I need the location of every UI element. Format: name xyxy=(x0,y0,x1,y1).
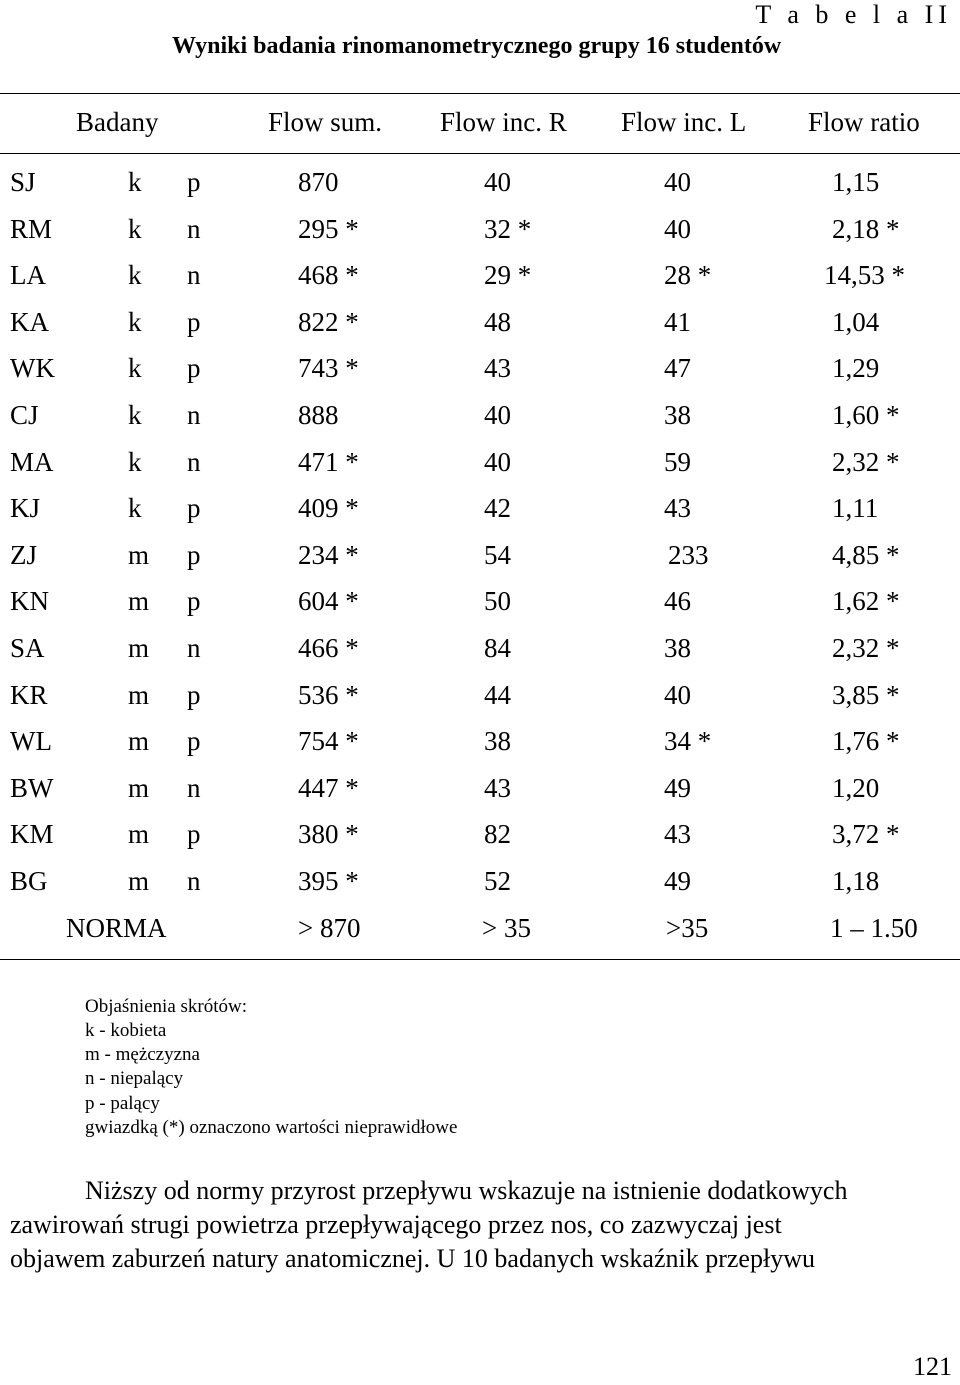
cell-smoker: n xyxy=(187,447,201,477)
cell-sex: k xyxy=(128,260,142,290)
cell-flow-inc-r: 29 * xyxy=(484,260,532,290)
cell-flow-sum: 743 * xyxy=(298,353,359,383)
norma-flow-inc-l: >35 xyxy=(666,913,709,943)
cell-smoker: n xyxy=(187,214,201,244)
cell-flow-sum: 468 * xyxy=(298,260,359,290)
cell-sex: k xyxy=(128,167,142,197)
cell-subject-id: KN xyxy=(10,586,49,616)
cell-flow-sum: 409 * xyxy=(298,493,359,523)
cell-subject-id: WK xyxy=(10,353,55,383)
cell-flow-ratio: 4,85 * xyxy=(832,540,900,570)
cell-flow-sum: 471 * xyxy=(298,447,359,477)
paragraph-line: Niższy od normy przyrost przepływu wskazuje na istnienie dodatkowych xyxy=(85,1176,848,1205)
cell-flow-sum: 380 * xyxy=(298,819,359,849)
cell-smoker: n xyxy=(187,633,201,663)
cell-flow-inc-r: 44 xyxy=(484,680,511,710)
cell-subject-id: RM xyxy=(10,214,53,244)
norma-flow-inc-r: > 35 xyxy=(482,913,531,943)
norma-flow-sum: > 870 xyxy=(298,913,361,943)
legend-item: p - palący xyxy=(85,1093,160,1114)
cell-flow-inc-r: 40 xyxy=(484,447,511,477)
table-top-rule xyxy=(0,93,960,94)
cell-flow-inc-r: 40 xyxy=(484,167,511,197)
cell-flow-inc-r: 43 xyxy=(484,353,511,383)
cell-flow-ratio: 1,18 xyxy=(832,866,880,896)
cell-flow-ratio: 2,32 * xyxy=(832,633,900,663)
cell-sex: k xyxy=(128,493,142,523)
cell-flow-sum: 888 xyxy=(298,400,339,430)
cell-sex: k xyxy=(128,400,142,430)
cell-flow-inc-r: 48 xyxy=(484,307,511,337)
cell-subject-id: KM xyxy=(10,819,54,849)
cell-flow-sum: 604 * xyxy=(298,586,359,616)
cell-flow-inc-l: 49 xyxy=(664,866,691,896)
cell-flow-inc-r: 40 xyxy=(484,400,511,430)
cell-smoker: p xyxy=(187,493,201,523)
cell-smoker: n xyxy=(187,773,201,803)
cell-flow-ratio: 1,04 xyxy=(832,307,880,337)
cell-flow-ratio: 2,32 * xyxy=(832,447,900,477)
cell-flow-ratio: 14,53 * xyxy=(824,260,905,290)
column-header-badany: Badany xyxy=(76,107,159,137)
cell-sex: m xyxy=(128,586,150,616)
legend-item: k - kobieta xyxy=(85,1020,167,1041)
cell-flow-inc-l: 38 xyxy=(664,633,691,663)
cell-smoker: p xyxy=(187,540,201,570)
cell-subject-id: ZJ xyxy=(10,540,37,570)
cell-smoker: p xyxy=(187,819,201,849)
cell-flow-inc-r: 82 xyxy=(484,819,511,849)
cell-subject-id: KR xyxy=(10,680,48,710)
cell-sex: k xyxy=(128,214,142,244)
cell-flow-ratio: 3,85 * xyxy=(832,680,900,710)
table-title: Wyniki badania rinomanometrycznego grupy 16 studentów xyxy=(172,33,782,59)
cell-subject-id: BW xyxy=(10,773,54,803)
cell-flow-ratio: 1,62 * xyxy=(832,586,900,616)
cell-flow-sum: 234 * xyxy=(298,540,359,570)
cell-subject-id: BG xyxy=(10,866,48,896)
cell-smoker: n xyxy=(187,260,201,290)
cell-sex: m xyxy=(128,633,150,663)
cell-flow-ratio: 3,72 * xyxy=(832,819,900,849)
cell-flow-inc-l: 40 xyxy=(664,680,691,710)
cell-sex: m xyxy=(128,866,150,896)
cell-smoker: p xyxy=(187,726,201,756)
cell-sex: m xyxy=(128,773,150,803)
cell-smoker: n xyxy=(187,866,201,896)
cell-flow-inc-l: 233 xyxy=(668,540,709,570)
cell-flow-ratio: 1,76 * xyxy=(832,726,900,756)
cell-subject-id: CJ xyxy=(10,400,39,430)
cell-flow-inc-l: 46 xyxy=(664,586,691,616)
cell-flow-sum: 447 * xyxy=(298,773,359,803)
cell-flow-sum: 295 * xyxy=(298,214,359,244)
cell-flow-inc-l: 38 xyxy=(664,400,691,430)
legend-item: gwiazdką (*) oznaczono wartości nieprawidłowe xyxy=(85,1117,458,1138)
cell-flow-inc-l: 43 xyxy=(664,493,691,523)
legend-title: Objaśnienia skrótów: xyxy=(85,996,248,1017)
cell-sex: m xyxy=(128,680,150,710)
cell-sex: m xyxy=(128,540,150,570)
cell-smoker: p xyxy=(187,586,201,616)
page-number: 121 xyxy=(913,1352,952,1381)
cell-flow-ratio: 1,11 xyxy=(832,493,879,523)
cell-sex: m xyxy=(128,726,150,756)
cell-sex: m xyxy=(128,819,150,849)
cell-flow-ratio: 1,20 xyxy=(832,773,880,803)
cell-flow-inc-l: 59 xyxy=(664,447,691,477)
cell-flow-sum: 754 * xyxy=(298,726,359,756)
cell-flow-inc-r: 54 xyxy=(484,540,511,570)
cell-flow-ratio: 1,15 xyxy=(832,167,880,197)
cell-flow-sum: 466 * xyxy=(298,633,359,663)
column-header-flow-ratio: Flow ratio xyxy=(808,107,920,137)
cell-flow-inc-l: 40 xyxy=(664,167,691,197)
cell-flow-inc-l: 40 xyxy=(664,214,691,244)
cell-flow-inc-l: 41 xyxy=(664,307,691,337)
table-label: T a b e l a II xyxy=(755,0,952,29)
cell-subject-id: WL xyxy=(10,726,52,756)
cell-sex: k xyxy=(128,353,142,383)
cell-flow-ratio: 2,18 * xyxy=(832,214,900,244)
cell-flow-sum: 395 * xyxy=(298,866,359,896)
column-header-flow-inc-l: Flow inc. L xyxy=(621,107,747,137)
cell-smoker: p xyxy=(187,307,201,337)
cell-subject-id: KA xyxy=(10,307,49,337)
cell-flow-inc-l: 47 xyxy=(664,353,691,383)
cell-flow-inc-r: 32 * xyxy=(484,214,532,244)
cell-flow-sum: 822 * xyxy=(298,307,359,337)
cell-flow-inc-r: 43 xyxy=(484,773,511,803)
cell-flow-inc-l: 34 * xyxy=(664,726,712,756)
cell-flow-inc-l: 43 xyxy=(664,819,691,849)
legend-item: n - niepalący xyxy=(85,1068,184,1089)
cell-subject-id: SA xyxy=(10,633,45,663)
column-header-flow-inc-r: Flow inc. R xyxy=(440,107,567,137)
cell-flow-inc-l: 28 * xyxy=(664,260,712,290)
table-bottom-rule xyxy=(0,959,960,960)
cell-subject-id: MA xyxy=(10,447,54,477)
cell-flow-sum: 536 * xyxy=(298,680,359,710)
cell-flow-inc-r: 42 xyxy=(484,493,511,523)
cell-smoker: n xyxy=(187,400,201,430)
cell-subject-id: KJ xyxy=(10,493,41,523)
cell-smoker: p xyxy=(187,353,201,383)
cell-sex: k xyxy=(128,447,142,477)
column-header-flow-sum: Flow sum. xyxy=(268,107,383,137)
norma-flow-ratio: 1 – 1.50 xyxy=(830,913,918,943)
norma-label: NORMA xyxy=(66,913,167,943)
cell-flow-inc-r: 38 xyxy=(484,726,511,756)
cell-sex: k xyxy=(128,307,142,337)
cell-subject-id: SJ xyxy=(10,167,36,197)
cell-flow-ratio: 1,29 xyxy=(832,353,880,383)
legend-item: m - mężczyzna xyxy=(85,1044,200,1065)
cell-flow-inc-r: 52 xyxy=(484,866,511,896)
cell-flow-inc-r: 50 xyxy=(484,586,511,616)
cell-flow-sum: 870 xyxy=(298,167,339,197)
cell-flow-inc-r: 84 xyxy=(484,633,511,663)
cell-smoker: p xyxy=(187,167,201,197)
cell-smoker: p xyxy=(187,680,201,710)
cell-flow-inc-l: 49 xyxy=(664,773,691,803)
paragraph-line: objawem zaburzeń natury anatomicznej. U 10 badanych wskaźnik przepływu xyxy=(10,1244,815,1273)
table-header-rule xyxy=(0,153,960,154)
cell-flow-ratio: 1,60 * xyxy=(832,400,900,430)
paragraph-line: zawirowań strugi powietrza przepływającego przez nos, co zazwyczaj jest xyxy=(10,1210,782,1239)
cell-subject-id: LA xyxy=(10,260,46,290)
